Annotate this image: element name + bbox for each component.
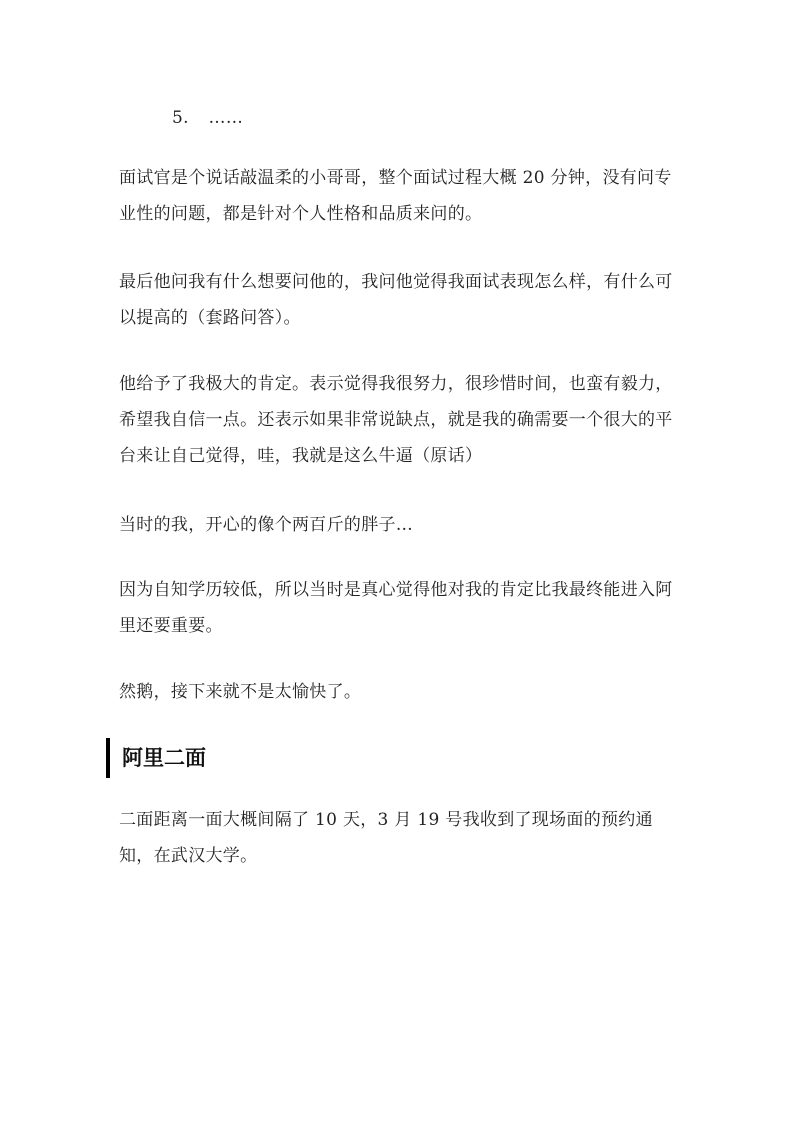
list-item-number: 5. [172, 108, 189, 128]
paragraph-affirmation: 他给予了我极大的肯定。表示觉得我很努力，很珍惜时间，也蛮有毅力，希望我自信一点。还表示如果非常说缺点，就是我的确需要一个很大的平台来让自己觉得，哇，我就是这么牛逼（原话） [119, 374, 673, 466]
list-item-5 [172, 106, 243, 130]
paragraph-happy: 当时的我，开心的像个两百斤的胖子… [119, 515, 414, 535]
paragraph-second-interview: 二面距离一面大概间隔了 10 天，3 月 19 号我收到了现场面的预约通知，在武汉大学。 [119, 810, 653, 866]
paragraph-interviewer: 面试官是个说话敲温柔的小哥哥，整个面试过程大概 20 分钟，没有问专业性的问题，都是针对个人性格和品质来问的。 [119, 168, 672, 224]
paragraph-however: 然鹅，接下来就不是太愉快了。 [119, 682, 362, 702]
list-item-text: …… [208, 108, 244, 128]
paragraph-question: 最后他问我有什么想要问他的，我问他觉得我面试表现怎么样，有什么可以提高的（套路问答）。 [119, 272, 673, 328]
section-heading: 阿里二面 [106, 738, 206, 778]
paragraph-education: 因为自知学历较低，所以当时是真心觉得他对我的肯定比我最终能进入阿里还要重要。 [119, 580, 673, 636]
